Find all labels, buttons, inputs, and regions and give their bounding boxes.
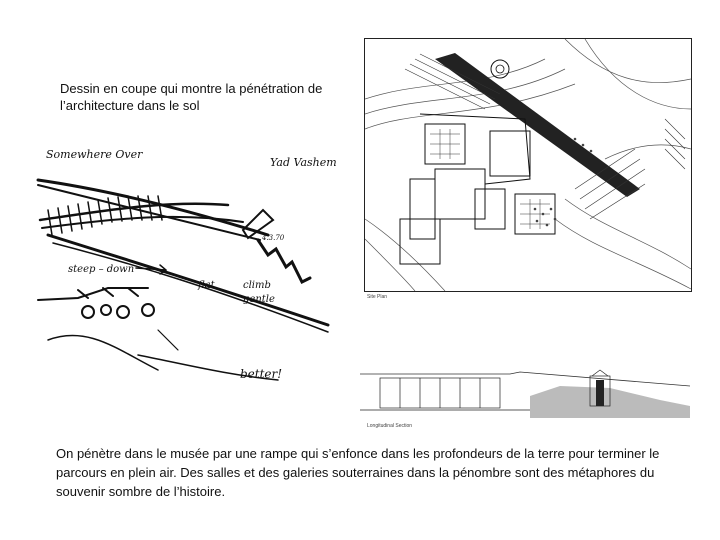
sketch-label-flat: flat: [198, 280, 215, 291]
sketch-label-climb: climb: [243, 280, 271, 291]
sketch-label-numbers: 4.3.70: [262, 234, 285, 242]
section-sketch: [28, 140, 348, 390]
body-text: On pénètre dans le musée par une rampe qui s’enfonce dans les profondeurs de la terre pour terminer le parcours en plein air. Des salles et des galeries souterraines dans la pénombre sont des métaphores du souvenir sombre de l’histoire.: [56, 446, 660, 499]
sketch-label-somewhere: Somewhere Over: [46, 148, 143, 161]
longitudinal-section: [360, 366, 690, 418]
sketch-label-better: better!: [240, 367, 283, 381]
section-label: Longitudinal Section: [367, 423, 413, 429]
sketch-caption: Dessin en coupe qui montre la pénétration de l’architecture dans le sol: [60, 81, 323, 113]
plan-label: Site Plan: [367, 294, 388, 300]
sketch-label-steep-down: steep – down: [68, 264, 135, 275]
site-plan: [364, 38, 692, 292]
sketch-label-gentle: gentle: [243, 294, 275, 305]
sketch-label-yad-vashem: Yad Vashem: [270, 156, 337, 169]
